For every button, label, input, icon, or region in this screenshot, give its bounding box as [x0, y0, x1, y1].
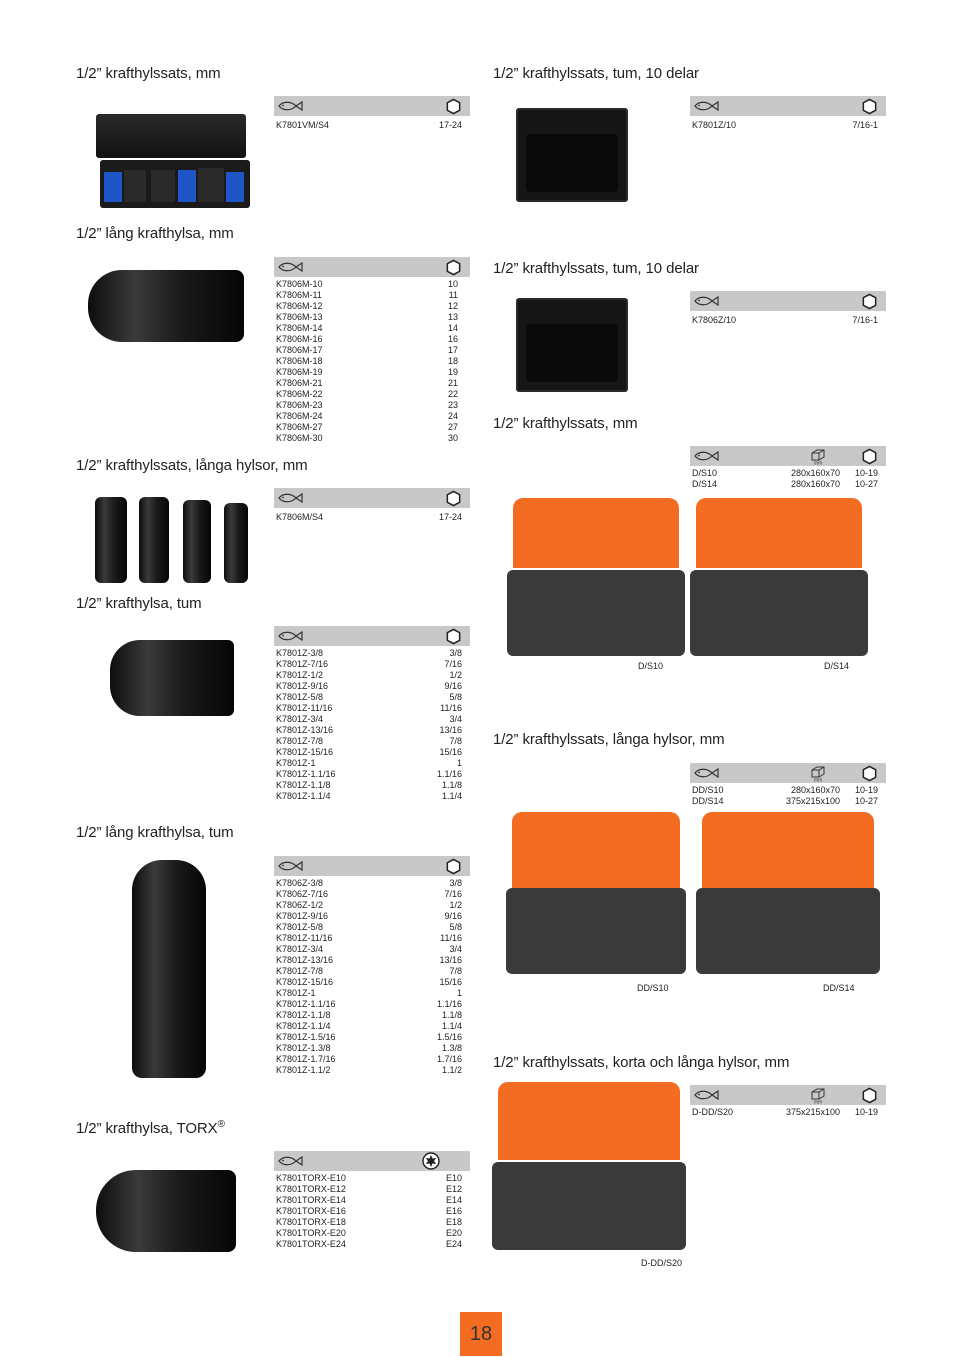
item-size: 18 — [447, 356, 458, 366]
item-size: 3/4 — [449, 714, 462, 724]
item-code: K7801Z-7/8 — [276, 736, 324, 746]
table-row — [274, 1184, 470, 1195]
table-s11 — [274, 1151, 470, 1250]
item-dimensions: 375x215x100 — [785, 1107, 840, 1117]
item-size: 21 — [447, 378, 458, 388]
item-size: 1.1/16 — [436, 769, 462, 779]
item-size: 11/16 — [440, 703, 462, 713]
table-row — [274, 433, 470, 444]
item-size: 15/16 — [439, 747, 462, 757]
table-header — [274, 856, 470, 876]
item-size: E18 — [445, 1217, 462, 1227]
table-s1 — [274, 96, 470, 130]
item-size: 17 — [447, 345, 458, 355]
item-size: E24 — [445, 1239, 462, 1249]
table-row — [274, 747, 470, 758]
table-row — [274, 791, 470, 802]
table-s2 — [690, 96, 886, 130]
table-row — [274, 301, 470, 312]
title-s10: 1/2” krafthylssats, korta och långa hylsor, mm — [493, 1054, 790, 1071]
item-size: 7/16 — [444, 659, 462, 669]
table-row — [274, 1054, 470, 1065]
table-row — [274, 911, 470, 922]
long-socket-image — [132, 860, 206, 1078]
item-code: K7806M-16 — [276, 334, 323, 344]
item-size: 10-27 — [854, 796, 878, 806]
plastic-case-image-dds10 — [506, 812, 686, 974]
item-size: 10-27 — [854, 479, 878, 489]
table-header — [690, 763, 886, 783]
title-s4: 1/2” krafthylssats, tum, 10 delar — [493, 260, 699, 277]
item-code: K7806M-22 — [276, 389, 323, 399]
item-size: 13/16 — [439, 725, 462, 735]
table-header — [690, 96, 886, 116]
item-code: K7801Z-3/8 — [276, 648, 324, 658]
item-size: 1.1/2 — [441, 1065, 462, 1075]
table-row — [274, 922, 470, 933]
item-code: K7801Z-1 — [276, 758, 316, 768]
item-size: 16 — [447, 334, 458, 344]
hex-icon — [445, 98, 462, 115]
item-size: 3/8 — [449, 648, 462, 658]
table-row — [274, 692, 470, 703]
table-row — [274, 1195, 470, 1206]
table-row: K7801Z/10 7/16-1 — [692, 120, 878, 130]
table-row — [274, 323, 470, 334]
plastic-case-image-ds14 — [690, 498, 868, 656]
item-code: K7801Z-15/16 — [276, 977, 334, 987]
item-code: K7806M-21 — [276, 378, 323, 388]
table-row — [274, 955, 470, 966]
table-row — [274, 1010, 470, 1021]
item-size: 22 — [447, 389, 458, 399]
table-row — [274, 1021, 470, 1032]
fish-icon — [693, 1089, 719, 1101]
torx-socket-image — [96, 1170, 236, 1252]
item-size: 24 — [447, 411, 458, 421]
item-code: K7806M-27 — [276, 422, 323, 432]
item-size: 1 — [456, 758, 462, 768]
title-s7: 1/2” krafthylsa, tum — [76, 595, 202, 612]
table-row — [274, 977, 470, 988]
item-size: 1.5/16 — [436, 1032, 462, 1042]
table-row — [274, 725, 470, 736]
table-row — [274, 681, 470, 692]
item-code: K7801Z-9/16 — [276, 911, 329, 921]
caption-dds10: DD/S10 — [637, 983, 669, 993]
item-code: K7801Z-13/16 — [276, 725, 334, 735]
table-row — [274, 378, 470, 389]
table-s4 — [690, 291, 886, 325]
table-row — [274, 312, 470, 323]
metal-case-image — [516, 108, 628, 202]
item-code: K7801Z-1/2 — [276, 670, 324, 680]
table-header — [274, 1151, 470, 1171]
table-header — [274, 96, 470, 116]
table-body — [690, 466, 886, 490]
table-row — [274, 356, 470, 367]
title-s5: 1/2” krafthylssats, mm — [493, 415, 638, 432]
table-row — [274, 714, 470, 725]
dimensions-icon — [808, 1086, 828, 1104]
table-s6 — [274, 488, 470, 522]
fish-icon — [277, 492, 303, 504]
table-row — [274, 334, 470, 345]
item-dimensions: 280x160x70 — [790, 479, 840, 489]
item-code: K7801Z-3/4 — [276, 944, 324, 954]
table-row — [274, 1065, 470, 1076]
item-dimensions: 280x160x70 — [790, 785, 840, 795]
item-code: D-DD/S20 — [692, 1107, 734, 1117]
table-row — [274, 1228, 470, 1239]
hex-icon — [861, 448, 878, 465]
table-row — [274, 999, 470, 1010]
item-size: 7/8 — [449, 736, 462, 746]
item-size: 1 — [456, 988, 462, 998]
item-size: 5/8 — [449, 922, 462, 932]
table-row — [274, 648, 470, 659]
table-body — [274, 1171, 470, 1250]
item-code: K7806M-23 — [276, 400, 323, 410]
item-code: K7801Z-1.1/16 — [276, 999, 336, 1009]
hex-icon — [861, 1087, 878, 1104]
table-s7 — [274, 626, 470, 802]
item-size: E12 — [445, 1184, 462, 1194]
item-code: D/S14 — [692, 479, 718, 489]
table-body — [690, 1105, 886, 1118]
item-size: 3/4 — [449, 944, 462, 954]
table-row — [274, 944, 470, 955]
fish-icon — [693, 100, 719, 112]
hex-icon — [861, 293, 878, 310]
socket-image — [110, 640, 234, 716]
item-size: 12 — [447, 301, 458, 311]
item-code: K7801Z-13/16 — [276, 955, 334, 965]
item-code: K7806M-30 — [276, 433, 323, 443]
item-size: 1/2 — [449, 900, 462, 910]
item-code: DD/S10 — [692, 785, 724, 795]
item-code: K7801TORX-E10 — [276, 1173, 346, 1183]
item-code: K7806M-11 — [276, 290, 322, 300]
item-code: K7801Z-3/4 — [276, 714, 324, 724]
table-row — [690, 468, 886, 479]
item-code: K7801TORX-E12 — [276, 1184, 346, 1194]
table-body — [274, 876, 470, 1076]
item-size: 27 — [447, 422, 458, 432]
item-code: K7801TORX-E14 — [276, 1195, 346, 1205]
item-code: K7801TORX-E20 — [276, 1228, 346, 1238]
table-header — [274, 257, 470, 277]
item-size: 10-19 — [854, 468, 878, 478]
item-size: 3/8 — [449, 878, 462, 888]
item-code: K7801Z-1.1/4 — [276, 791, 331, 801]
table-body — [274, 277, 470, 444]
item-code: K7801TORX-E16 — [276, 1206, 346, 1216]
table-row — [690, 479, 886, 490]
item-code: K7801Z-1.1/8 — [276, 780, 331, 790]
item-size: 9/16 — [444, 911, 462, 921]
caption-dds14: DD/S14 — [823, 983, 855, 993]
table-s9 — [274, 856, 470, 1076]
table-row: K7801VM/S4 17-24 — [276, 120, 462, 130]
item-size: 14 — [447, 323, 458, 333]
item-size: 1.1/4 — [441, 1021, 462, 1031]
plastic-case-image-ddds20 — [492, 1082, 686, 1250]
table-header — [274, 488, 470, 508]
caption-ddds20: D-DD/S20 — [641, 1258, 683, 1268]
table-row — [274, 1173, 470, 1184]
item-code: K7801Z-1.7/16 — [276, 1054, 336, 1064]
item-size: 19 — [447, 367, 458, 377]
table-header — [690, 1085, 886, 1105]
table-row — [274, 1043, 470, 1054]
table-row — [274, 736, 470, 747]
item-size: 1.1/4 — [441, 791, 462, 801]
item-code: K7801TORX-E18 — [276, 1217, 346, 1227]
table-row — [274, 345, 470, 356]
item-size: 30 — [447, 433, 458, 443]
item-size: 7/16 — [444, 889, 462, 899]
table-row — [274, 1032, 470, 1043]
hex-icon — [861, 765, 878, 782]
table-s3 — [274, 257, 470, 444]
table-row — [274, 933, 470, 944]
item-size: 1.1/16 — [436, 999, 462, 1009]
title-s8: 1/2” krafthylssats, långa hylsor, mm — [493, 731, 725, 748]
item-code: K7801Z-1.5/16 — [276, 1032, 336, 1042]
table-row — [274, 290, 470, 301]
item-code: K7801Z-1.1/2 — [276, 1065, 331, 1075]
hex-icon — [445, 490, 462, 507]
table-body — [274, 646, 470, 802]
item-code: K7806Z-1/2 — [276, 900, 324, 910]
table-row — [274, 780, 470, 791]
page-number: 18 — [460, 1312, 502, 1356]
hex-icon — [445, 858, 462, 875]
item-code: K7801Z-9/16 — [276, 681, 329, 691]
hex-icon — [445, 259, 462, 276]
plastic-case-image-dds14 — [696, 812, 880, 974]
title-s9: 1/2” lång krafthylsa, tum — [76, 824, 234, 841]
item-code: K7801Z-1.1/4 — [276, 1021, 331, 1031]
fish-icon — [693, 450, 719, 462]
item-code: K7801Z-1 — [276, 988, 316, 998]
table-row — [274, 1206, 470, 1217]
table-row — [274, 1217, 470, 1228]
table-row — [274, 279, 470, 290]
item-code: K7801Z-1.1/8 — [276, 1010, 331, 1020]
metal-case-image — [516, 298, 628, 392]
table-row — [274, 769, 470, 780]
table-header — [274, 626, 470, 646]
plastic-case-image-ds10 — [507, 498, 685, 656]
dimensions-icon — [808, 447, 828, 465]
item-size: 13 — [447, 312, 458, 322]
item-code: DD/S14 — [692, 796, 724, 806]
table-body — [690, 783, 886, 807]
fish-icon — [277, 630, 303, 642]
item-size: E20 — [445, 1228, 462, 1238]
item-code: K7801Z-11/16 — [276, 933, 333, 943]
table-row: K7806Z/10 7/16-1 — [692, 315, 878, 325]
item-size: 1.1/8 — [441, 1010, 462, 1020]
item-size: 10 — [447, 279, 458, 289]
item-size: 9/16 — [444, 681, 462, 691]
table-row — [274, 1239, 470, 1250]
title-s3: 1/2” lång krafthylsa, mm — [76, 225, 234, 242]
caption-ds10: D/S10 — [638, 661, 664, 671]
title-s1: 1/2” krafthylssats, mm — [76, 65, 221, 82]
item-size: 7/8 — [449, 966, 462, 976]
item-size: 1/2 — [449, 670, 462, 680]
fish-icon — [693, 767, 719, 779]
table-row: K7806M/S4 17-24 — [276, 512, 462, 522]
title-s2: 1/2” krafthylssats, tum, 10 delar — [493, 65, 699, 82]
item-code: K7806M-12 — [276, 301, 323, 311]
table-row — [274, 400, 470, 411]
item-code: K7806Z-7/16 — [276, 889, 329, 899]
table-row — [274, 703, 470, 714]
table-header — [690, 291, 886, 311]
hex-icon — [445, 628, 462, 645]
table-row — [274, 966, 470, 977]
fish-icon — [277, 100, 303, 112]
torx-icon — [422, 1152, 440, 1170]
item-size: 10-19 — [854, 1107, 878, 1117]
title-s6: 1/2” krafthylssats, långa hylsor, mm — [76, 457, 308, 474]
item-code: K7801Z-1.3/8 — [276, 1043, 331, 1053]
item-size: E14 — [445, 1195, 462, 1205]
hex-icon — [861, 98, 878, 115]
item-size: 5/8 — [449, 692, 462, 702]
item-code: K7801Z-15/16 — [276, 747, 334, 757]
table-row — [274, 758, 470, 769]
item-code: K7801Z-5/8 — [276, 692, 324, 702]
fish-icon — [693, 295, 719, 307]
item-code: K7801Z-7/16 — [276, 659, 329, 669]
table-row — [690, 785, 886, 796]
fish-icon — [277, 1155, 303, 1167]
item-size: 15/16 — [439, 977, 462, 987]
table-header — [690, 446, 886, 466]
item-size: E16 — [445, 1206, 462, 1216]
item-dimensions: 280x160x70 — [790, 468, 840, 478]
item-dimensions: 375x215x100 — [785, 796, 840, 806]
item-size: 1.3/8 — [441, 1043, 462, 1053]
item-code: K7806M-14 — [276, 323, 323, 333]
table-s10 — [690, 1085, 886, 1118]
table-row — [274, 367, 470, 378]
table-row — [274, 422, 470, 433]
item-code: K7806M-18 — [276, 356, 323, 366]
item-code: K7806M-10 — [276, 279, 323, 289]
table-row — [274, 889, 470, 900]
item-code: K7806M-24 — [276, 411, 323, 421]
title-s11: 1/2” krafthylsa, TORX® — [76, 1119, 225, 1137]
socket-tray-image — [96, 112, 252, 208]
dimensions-icon — [808, 764, 828, 782]
item-code: K7801TORX-E24 — [276, 1239, 346, 1249]
table-row — [274, 411, 470, 422]
item-size: 23 — [447, 400, 458, 410]
fish-icon — [277, 261, 303, 273]
table-row — [274, 900, 470, 911]
item-code: K7801Z-1.1/16 — [276, 769, 336, 779]
table-s8 — [690, 763, 886, 807]
item-code: D/S10 — [692, 468, 718, 478]
table-row — [690, 796, 886, 807]
item-code: K7806M-17 — [276, 345, 323, 355]
long-socket-image — [88, 270, 244, 342]
item-code: K7801Z-11/16 — [276, 703, 333, 713]
fish-icon — [277, 860, 303, 872]
table-row — [274, 878, 470, 889]
item-size: 1.7/16 — [436, 1054, 462, 1064]
table-s5 — [690, 446, 886, 490]
item-size: 11/16 — [440, 933, 462, 943]
item-code: K7806M-19 — [276, 367, 323, 377]
item-size: 10-19 — [854, 785, 878, 795]
item-size: 13/16 — [439, 955, 462, 965]
item-code: K7801Z-7/8 — [276, 966, 324, 976]
table-row — [274, 389, 470, 400]
item-code: K7806Z-3/8 — [276, 878, 324, 888]
caption-ds14: D/S14 — [824, 661, 850, 671]
table-row — [274, 670, 470, 681]
table-row — [274, 659, 470, 670]
item-code: K7806M-13 — [276, 312, 323, 322]
table-row — [690, 1107, 886, 1118]
item-code: K7801Z-5/8 — [276, 922, 324, 932]
item-size: 1.1/8 — [441, 780, 462, 790]
table-row — [274, 988, 470, 999]
item-size: 11 — [448, 290, 458, 300]
item-size: E10 — [445, 1173, 462, 1183]
